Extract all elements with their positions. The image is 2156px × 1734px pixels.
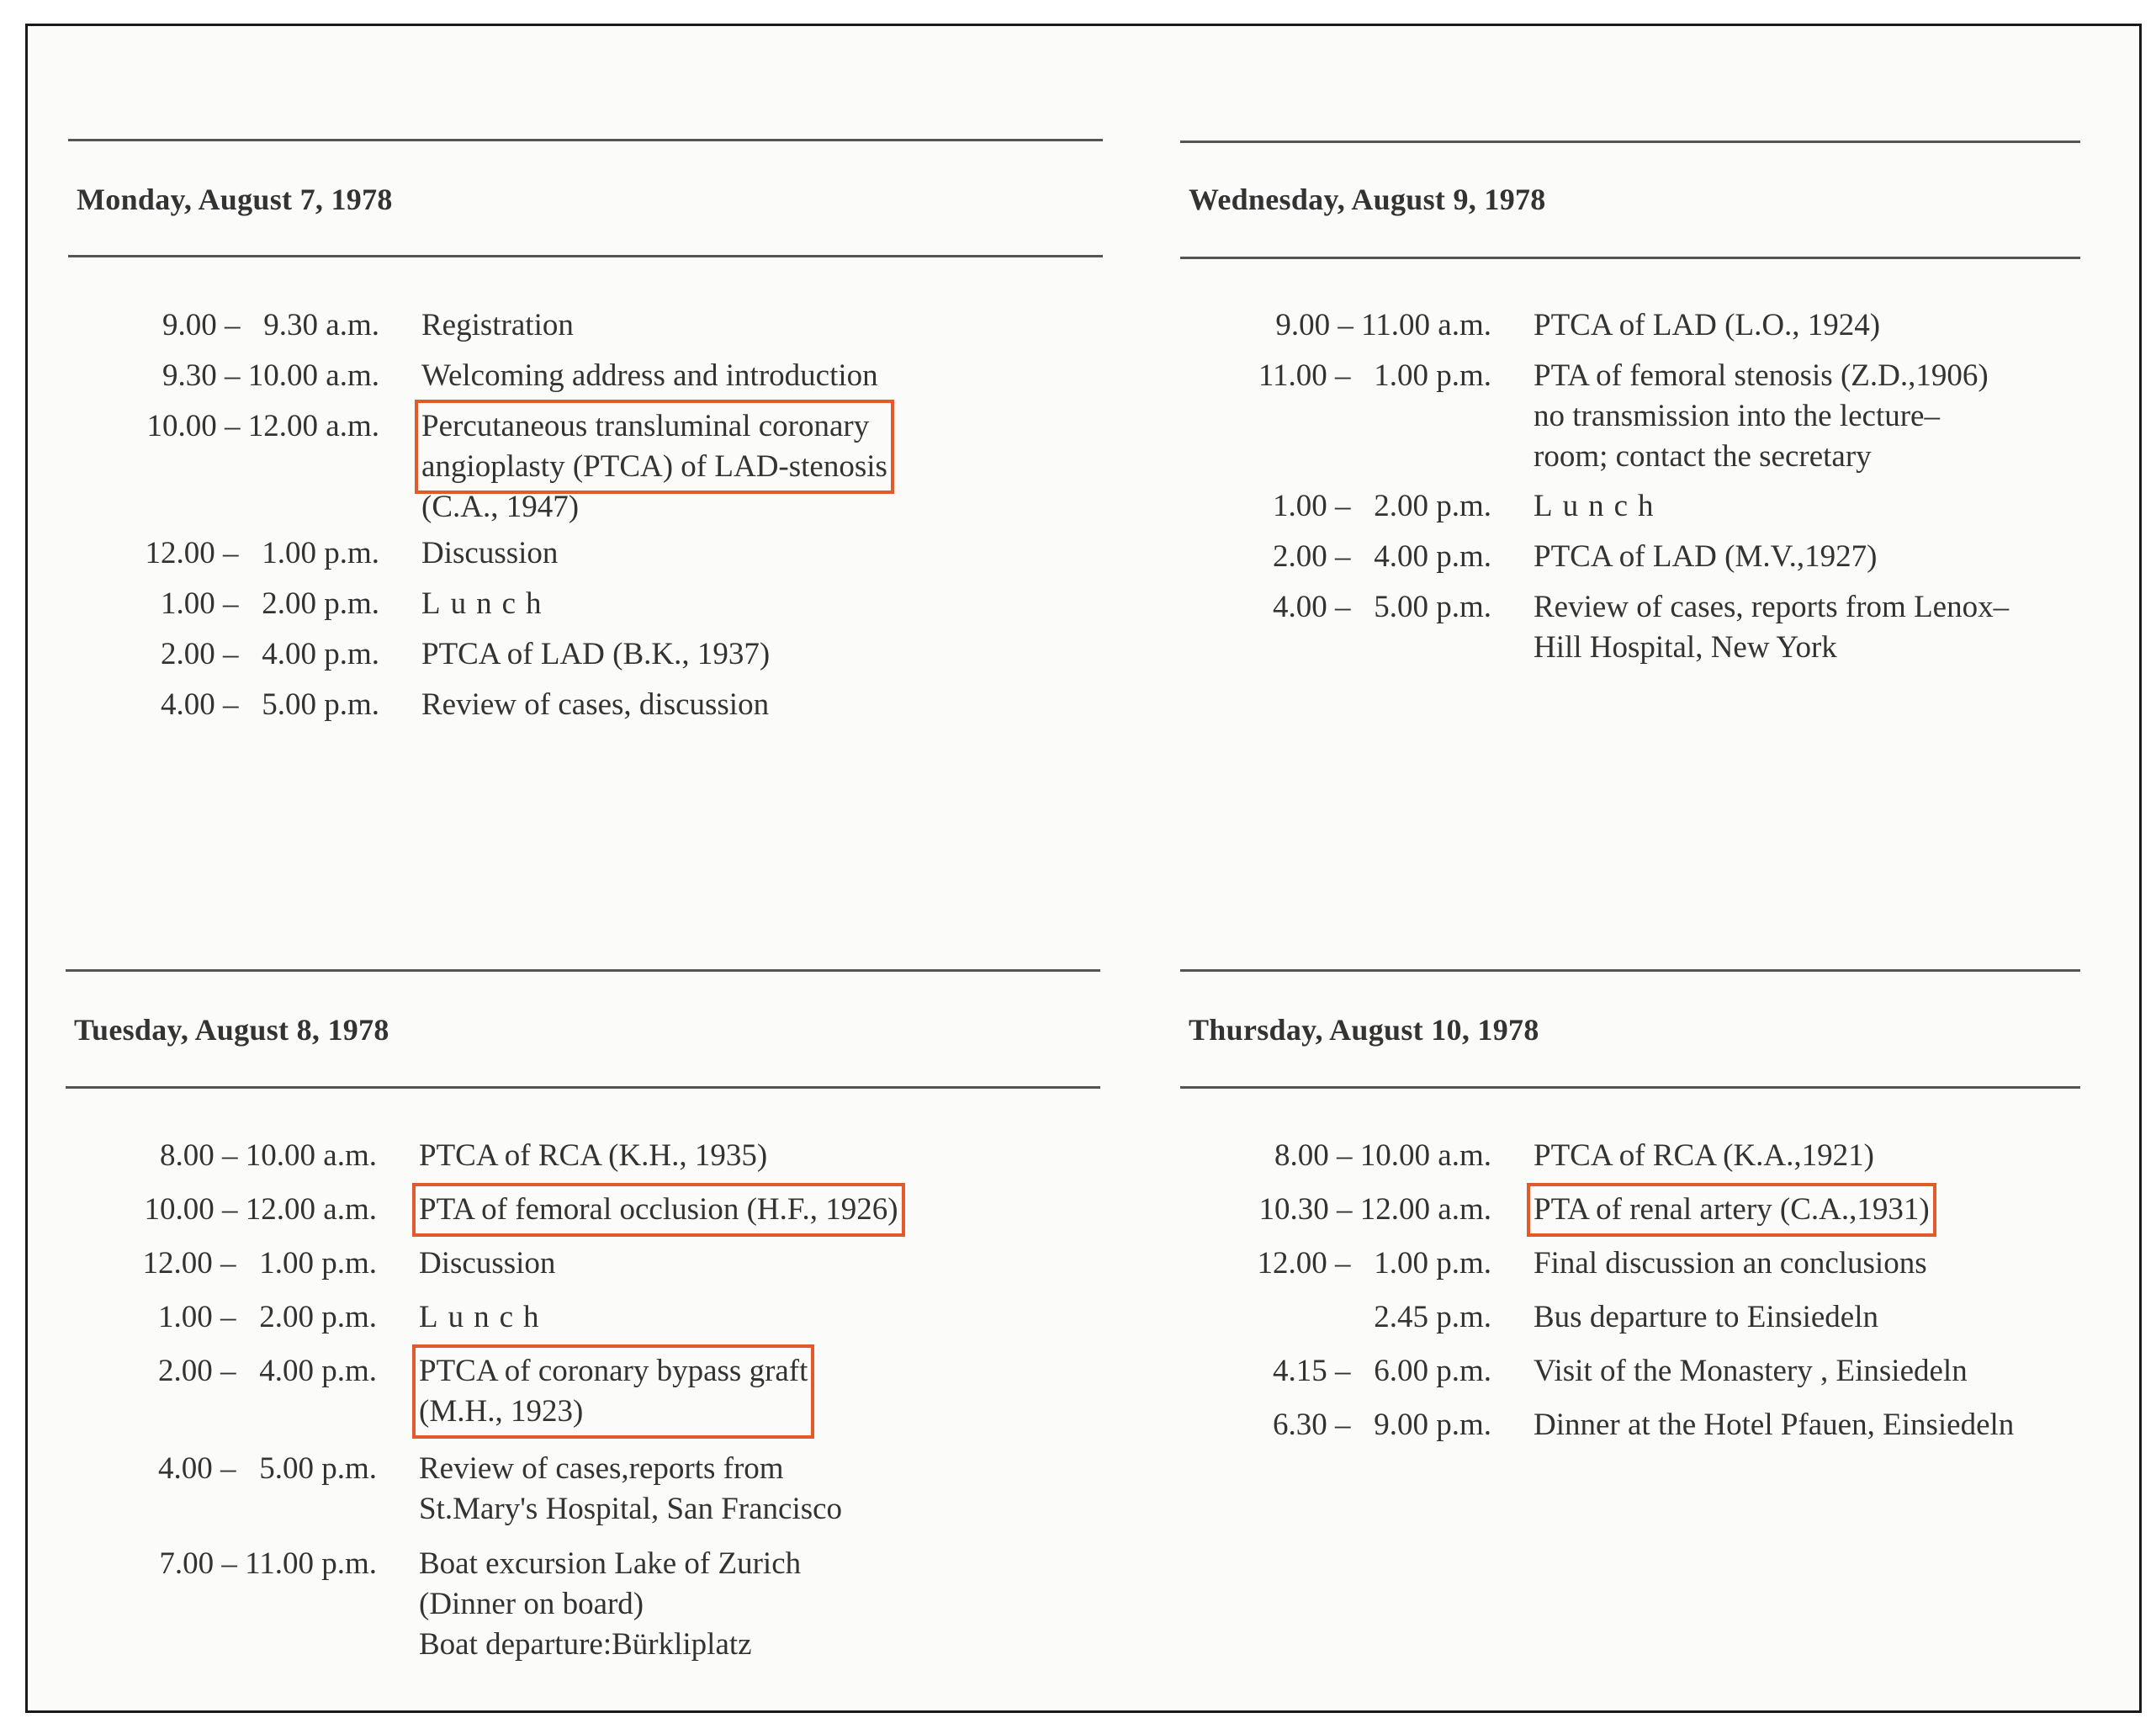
event-description [1534,356,1989,477]
time-range: 9.00 – 9.30 a.m. [162,308,379,342]
bottom-rule [68,255,1103,257]
time-range: 1.00 – 2.00 p.m. [160,586,379,621]
event-description [1534,1243,1927,1284]
time-range: 2.00 – 4.00 p.m. [157,1354,377,1388]
event-line: PTCA of RCA (K.A.,1921) [1534,1138,1874,1173]
time-range: 10.30 – 12.00 a.m. [1258,1192,1491,1227]
day-thursday [1180,941,2080,1698]
event-line: Final discussion an conclusions [1534,1246,1927,1281]
event-description [1534,537,1877,577]
event-description [421,533,558,574]
time-range: 4.00 – 5.00 p.m. [1272,590,1491,624]
event-line: Review of cases, reports from Lenox– [1534,590,2010,624]
event-line: PTA of renal artery (C.A.,1931) [1534,1192,1930,1227]
event-description [421,356,878,396]
event-description [421,584,552,624]
bottom-rule [66,1086,1100,1089]
event-line: Dinner at the Hotel Pfauen, Einsiedeln [1534,1408,2015,1442]
time-range: 12.00 – 1.00 p.m. [142,1246,377,1281]
event-line: Review of cases,reports from [419,1451,784,1486]
time-range: 9.30 – 10.00 a.m. [162,358,379,393]
event-description [419,1544,801,1665]
time-range: 4.00 – 5.00 p.m. [160,687,379,722]
time-range: 4.00 – 5.00 p.m. [157,1451,377,1486]
highlight-box [419,1190,898,1230]
event-line: Review of cases, discussion [421,687,770,722]
highlight-box [419,1351,808,1432]
event-description [1534,1297,1878,1338]
event-description [1534,305,1880,346]
top-rule [68,139,1103,141]
event-line: angioplasty (PTCA) of LAD-stenosis [421,449,887,484]
day-heading: Thursday, August 10, 1978 [1189,1013,1539,1047]
time-range: 10.00 – 12.00 a.m. [146,409,379,443]
event-description [1534,1190,1930,1230]
event-line: Percutaneous transluminal coronary [421,409,870,443]
time-range: 8.00 – 10.00 a.m. [160,1138,377,1173]
time-range: 6.30 – 9.00 p.m. [1272,1408,1491,1442]
event-description [419,1351,808,1432]
event-description [419,1190,898,1230]
time-range: 8.00 – 10.00 a.m. [1274,1138,1491,1173]
event-line: Boat departure:Bürkliplatz [419,1627,752,1662]
time-range: 2.45 p.m. [1374,1300,1491,1334]
event-description [421,406,887,528]
day-tuesday [66,941,1100,1698]
event-line: PTCA of RCA (K.H., 1935) [419,1138,768,1173]
event-line: PTCA of LAD (M.V.,1927) [1534,539,1878,574]
event-line: (Dinner on board) [419,1587,644,1621]
event-description [1534,1136,1874,1176]
event-line: Lunch [419,1300,549,1334]
event-description [1534,587,2009,668]
event-line: St.Mary's Hospital, San Francisco [419,1492,843,1526]
event-line: Lunch [1534,489,1664,523]
bottom-rule [1180,257,2080,259]
time-range: 4.15 – 6.00 p.m. [1272,1354,1491,1388]
day-heading: Tuesday, August 8, 1978 [74,1013,389,1047]
event-line: PTA of femoral stenosis (Z.D.,1906) [1534,358,1989,393]
event-line: Discussion [419,1246,556,1281]
event-line: PTCA of LAD (B.K., 1937) [421,637,771,671]
highlight-box [1534,1190,1930,1230]
event-line: (C.A., 1947) [421,490,580,524]
event-description [421,634,770,675]
event-line: Visit of the Monastery , Einsiedeln [1534,1354,1968,1388]
event-description [419,1243,555,1284]
event-line: Bus departure to Einsiedeln [1534,1300,1878,1334]
time-range: 11.00 – 1.00 p.m. [1258,358,1491,393]
event-line: Registration [421,308,574,342]
highlight-box [421,406,887,487]
event-line: PTA of femoral occlusion (H.F., 1926) [419,1192,898,1227]
event-line: no transmission into the lecture– [1534,399,1940,433]
event-line: PTCA of coronary bypass graft [419,1354,808,1388]
event-line: Discussion [421,536,559,570]
day-wednesday [1180,110,2080,834]
time-range: 7.00 – 11.00 p.m. [159,1546,377,1581]
event-description [419,1297,549,1338]
event-line: PTCA of LAD (L.O., 1924) [1534,308,1881,342]
time-range: 1.00 – 2.00 p.m. [157,1300,377,1334]
top-rule [1180,141,2080,143]
event-description [419,1136,767,1176]
event-line: (M.H., 1923) [419,1394,584,1429]
time-range: 1.00 – 2.00 p.m. [1272,489,1491,523]
bottom-rule [1180,1086,2080,1089]
event-line: Hill Hospital, New York [1534,630,1837,665]
document-frame [25,24,2142,1713]
event-description [1534,1351,1968,1392]
event-line: room; contact the secretary [1534,439,1872,474]
time-range: 12.00 – 1.00 p.m. [145,536,379,570]
top-rule [66,969,1100,972]
event-line: Boat excursion Lake of Zurich [419,1546,802,1581]
day-monday [68,110,1103,834]
day-heading: Wednesday, August 9, 1978 [1189,183,1546,216]
time-range: 10.00 – 12.00 a.m. [144,1192,377,1227]
event-description [419,1449,842,1530]
time-range: 2.00 – 4.00 p.m. [160,637,379,671]
time-range: 9.00 – 11.00 a.m. [1275,308,1491,342]
time-range: 2.00 – 4.00 p.m. [1272,539,1491,574]
event-description [1534,1405,2014,1445]
event-description [421,305,574,346]
time-range: 12.00 – 1.00 p.m. [1257,1246,1491,1281]
event-description [421,685,769,725]
event-description [1534,486,1664,527]
day-heading: Monday, August 7, 1978 [77,183,393,216]
event-line: Welcoming address and introduction [421,358,878,393]
top-rule [1180,969,2080,972]
event-line: Lunch [421,586,552,621]
